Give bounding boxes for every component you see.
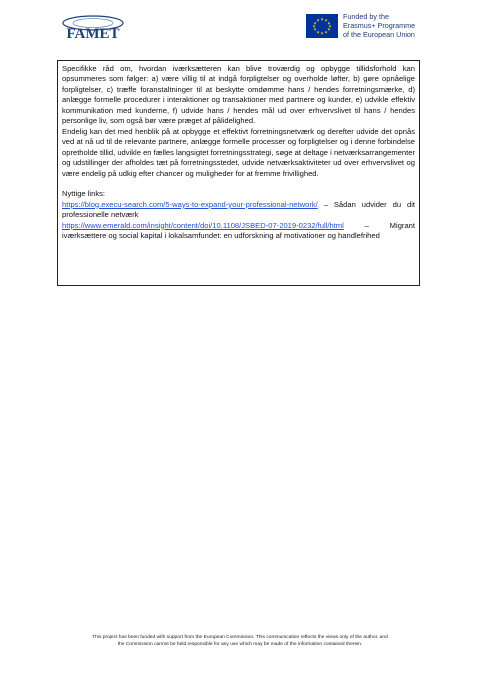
emerald-link[interactable]: https://www.emerald.com/insight/content/doi/10.1108/JSBED-07-2019-0232/full/html <box>62 220 344 230</box>
svg-text:★: ★ <box>327 20 331 26</box>
svg-text:★: ★ <box>324 29 328 35</box>
svg-text:★: ★ <box>313 20 317 26</box>
svg-text:★: ★ <box>324 17 328 23</box>
eu-funding-line-1: Funded by the <box>343 12 389 21</box>
svg-text:★: ★ <box>316 17 320 23</box>
svg-text:★: ★ <box>312 23 316 29</box>
disclaimer-footer <box>40 634 440 648</box>
paragraph-trust-advice: Specifikke råd om, hvordan iværksætteren kan blive troværdig og opbygge tillidsforhold kan opsummeres som følger: a) være villig til at indgå forpligtelser og overholde løfter, b) gøre opnåelige forpligtelser, c) træffe foranstaltninger til at beskytte omdømme hans / hendes forretningsmærke, d) anlægge formelle procedurer i interaktioner og transaktioner med partnere og kunder, e) udvikle effektiv kommunikation med kunderne, f) udvide hans / hendes mål ud over erhvervslivet til hans / hendes personlige liv, som også bør være præget af pålidelighed. <box>62 64 415 126</box>
useful-links-heading: Nyttige links: <box>62 189 106 199</box>
eu-funding-text <box>343 12 415 39</box>
svg-text:★: ★ <box>313 26 317 32</box>
link-1-description: – Sådan udvider du dit professionelle netværk <box>62 199 415 220</box>
link-item-1 <box>62 200 415 221</box>
svg-text:★: ★ <box>320 16 324 22</box>
link-2-description: – Migrant iværksættere og social kapital i lokalsamfundet: en udforskning af motivationer og handlefrihed <box>62 220 415 241</box>
svg-text:★: ★ <box>328 23 332 29</box>
famet-logo-text: FAMET <box>66 26 120 42</box>
famet-logo <box>58 14 128 44</box>
eu-funding-logo <box>306 12 415 39</box>
svg-text:★: ★ <box>316 29 320 35</box>
content-box <box>57 60 420 286</box>
link-item-2 <box>62 221 415 242</box>
paragraph-network-building: Endelig kan det med henblik på at opbygge et effektivt forretningsnetværk og derefter udvide det opnås ved at nå ud til de relevante partnere, anlægge formelle processer og forpligtelser og i denne forbindelse opretholde tillid, udvikle en fælles langsigtet forretningsstrategi, søge at deltage i netværksarrangementer og udstillinger der afholdes tæt på forretningsstedet, udvide netværksaktiviteter ud over erhvervslivet og være endelig på udkig efter chancer og muligheder for at fremme frivillighed. <box>62 126 415 178</box>
execu-search-link[interactable]: https://blog.execu-search.com/5-ways-to-expand-your-professional-network/ <box>62 199 318 209</box>
svg-text:★: ★ <box>327 26 331 32</box>
eu-funding-line-2: Erasmus+ Programme <box>343 21 416 30</box>
disclaimer-line-2: the Commission cannot be held responsible for any use which may be made of the information contained therein. <box>117 642 363 647</box>
eu-funding-line-3: of the European Union <box>343 30 415 39</box>
eu-flag-icon <box>306 14 338 38</box>
svg-text:★: ★ <box>320 30 324 36</box>
disclaimer-line-1: This project has been funded with support from the European Commission. This communication reflects the views only of the author, and <box>92 635 388 640</box>
famet-logo-graphic <box>58 14 128 44</box>
